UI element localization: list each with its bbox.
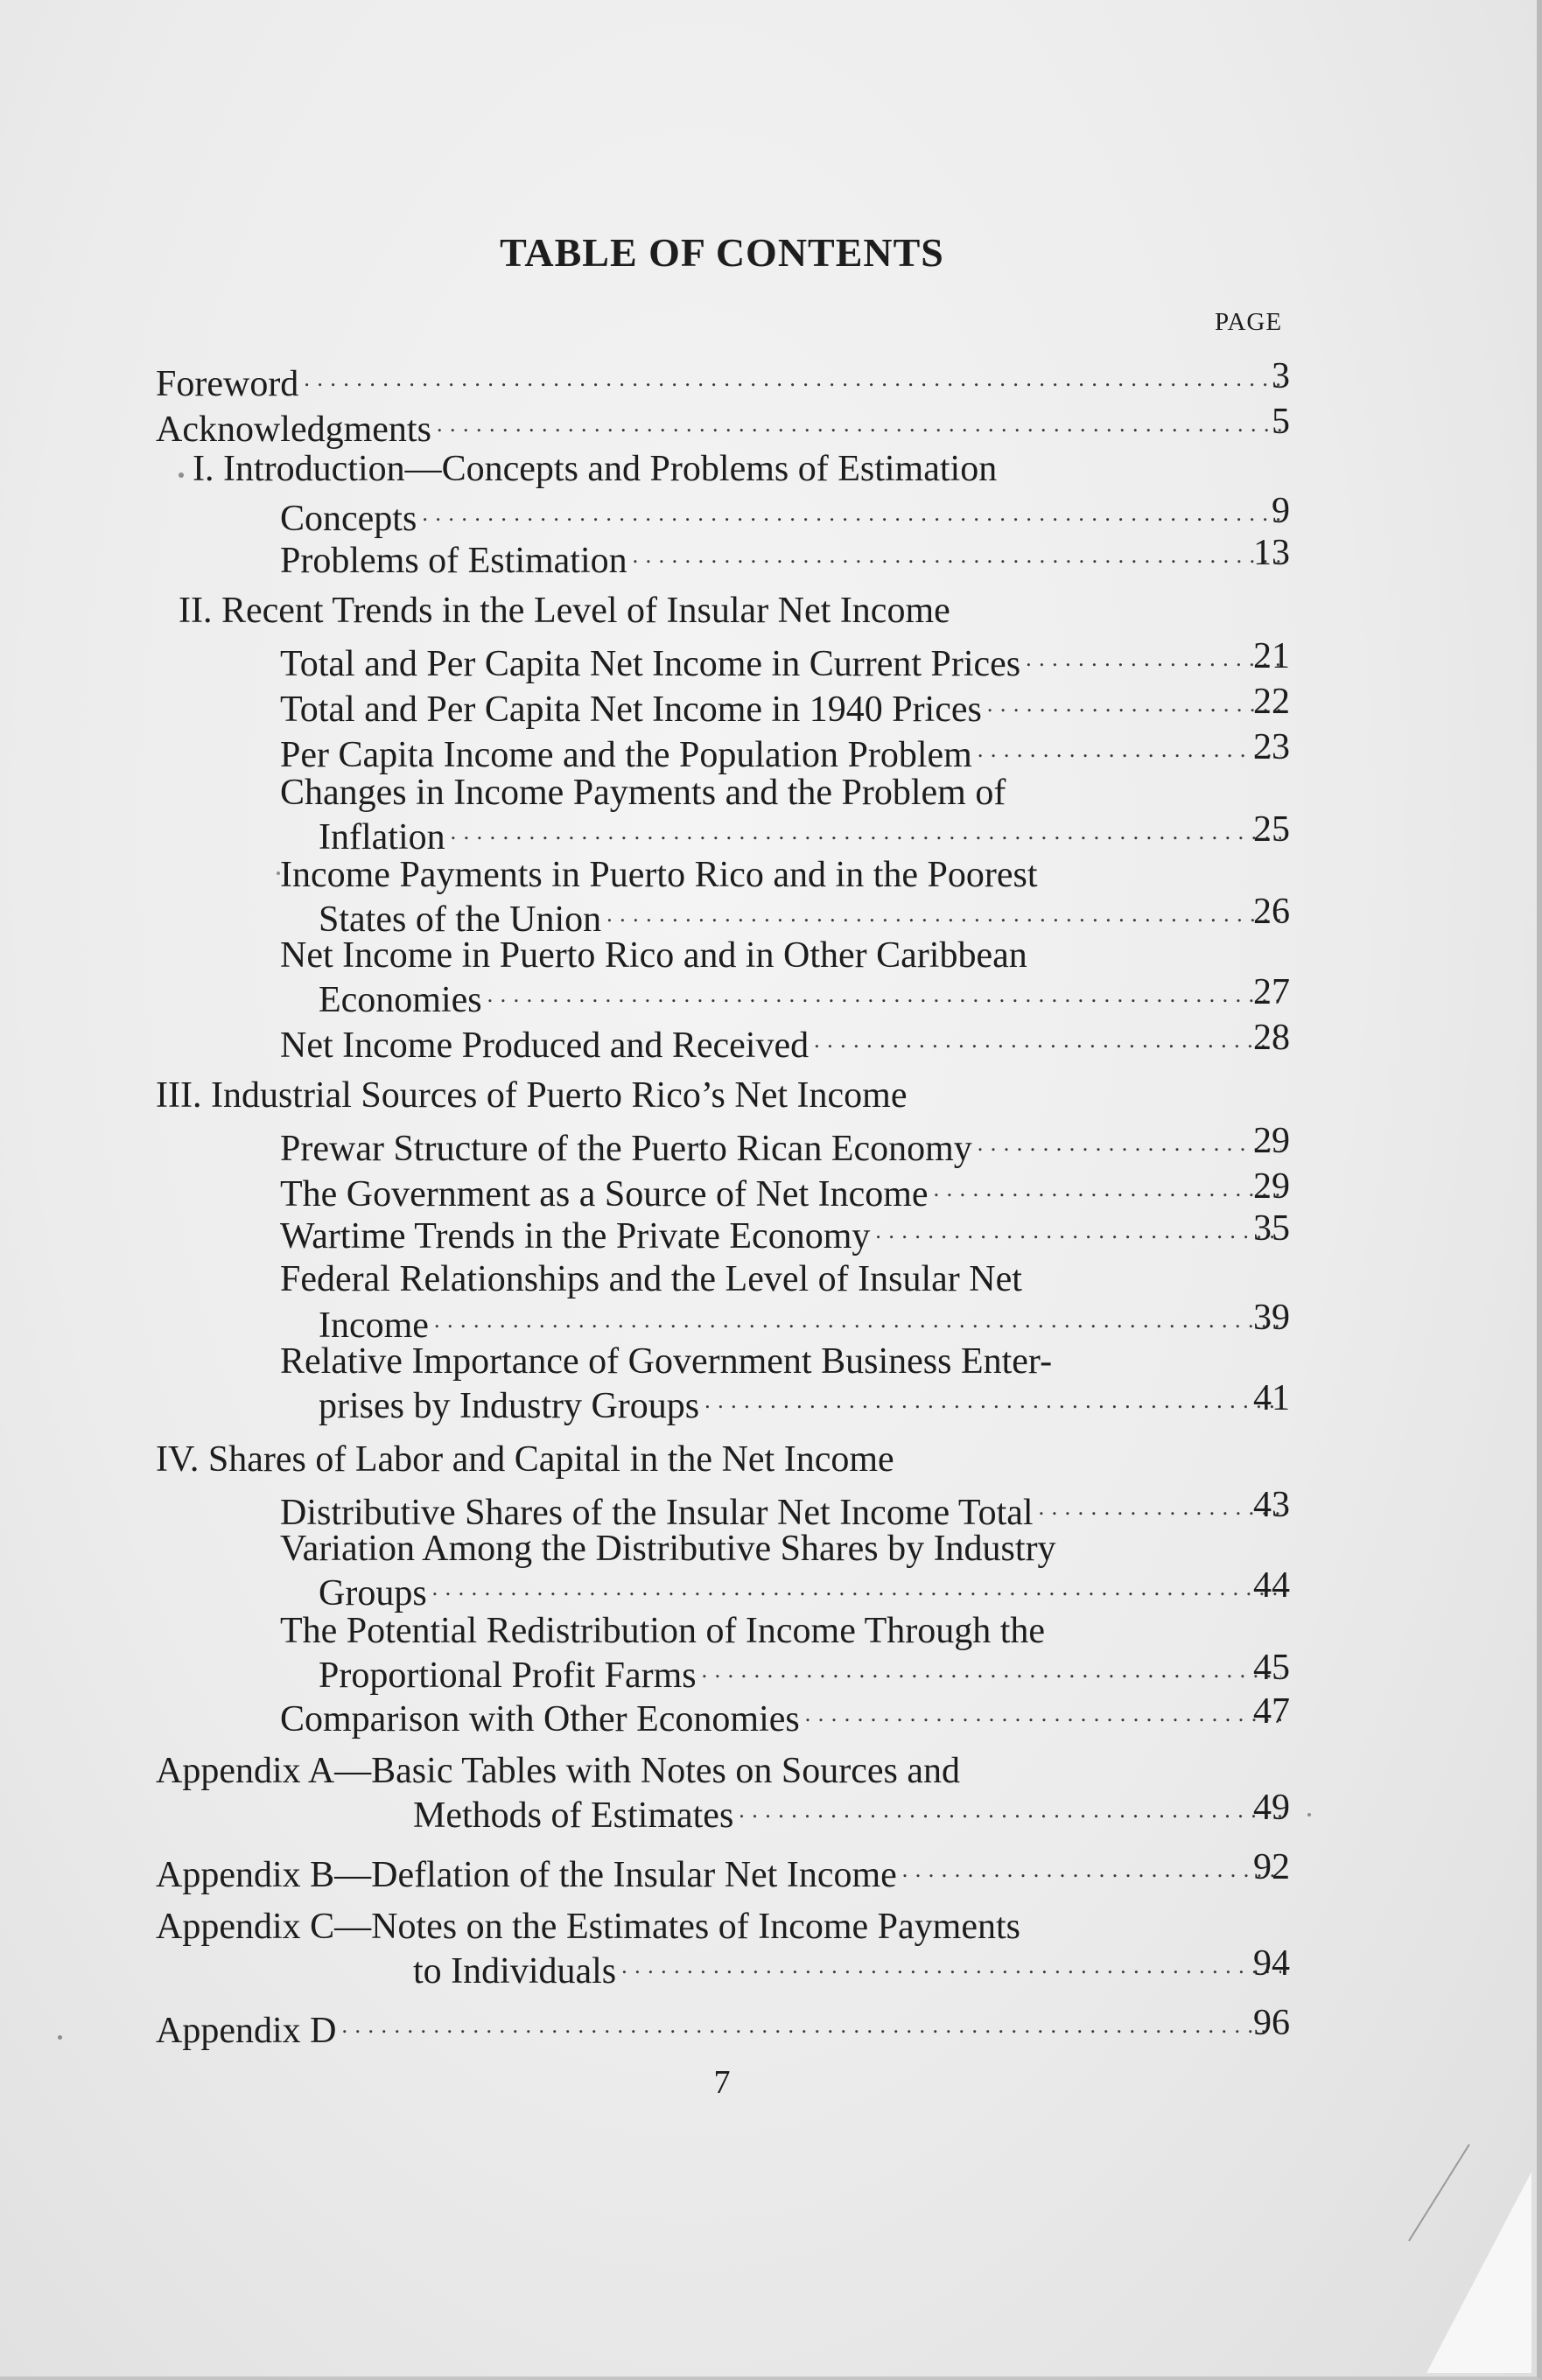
ink-speck xyxy=(179,472,184,478)
chapter-heading-2[interactable]: II. Recent Trends in the Level of Insular Net Income xyxy=(179,591,950,631)
entry-page-number: 96 xyxy=(1253,2003,1290,2043)
dot-leader xyxy=(805,1692,1281,1731)
entry-page-number: 43 xyxy=(1253,1485,1290,1525)
entry-page-number: 26 xyxy=(1253,892,1290,932)
entry-label: Wartime Trends in the Private Economy xyxy=(280,1216,871,1256)
toc-entry-poorest-states-line1[interactable]: Income Payments in Puerto Rico and in the Poorest xyxy=(280,855,1038,895)
toc-entry-redistribution-line1[interactable]: The Potential Redistribution of Income Through the xyxy=(280,1611,1046,1651)
toc-entry-acknowledgments[interactable] xyxy=(156,402,1290,450)
entry-page-number: 35 xyxy=(1253,1208,1290,1249)
dot-leader xyxy=(739,1788,1281,1827)
entry-page-number: 25 xyxy=(1253,809,1290,850)
page-title: TABLE OF CONTENTS xyxy=(500,230,944,275)
dot-leader xyxy=(633,534,1281,572)
toc-entry-enterprises[interactable] xyxy=(319,1378,1290,1426)
entry-label: prises by Industry Groups xyxy=(319,1386,700,1426)
entry-page-number: 29 xyxy=(1253,1121,1290,1161)
dot-leader xyxy=(1039,1486,1281,1524)
entry-label: States of the Union xyxy=(319,900,602,940)
toc-entry-1940-prices[interactable] xyxy=(280,682,1290,730)
dot-leader xyxy=(704,1379,1281,1418)
page-column-label: PAGE xyxy=(1215,308,1283,336)
dot-leader xyxy=(341,2004,1281,2042)
entry-label: Acknowledgments xyxy=(156,410,431,450)
entry-page-number: 22 xyxy=(1253,682,1290,722)
toc-entry-prewar-structure[interactable] xyxy=(280,1121,1290,1169)
entry-page-number: 41 xyxy=(1253,1378,1290,1418)
dot-leader xyxy=(814,1018,1281,1057)
toc-entry-concepts[interactable] xyxy=(280,491,1290,539)
toc-entry-population-problem[interactable] xyxy=(280,727,1290,775)
entry-label: Concepts xyxy=(280,499,417,539)
folded-corner xyxy=(1426,2172,1531,2373)
dot-leader xyxy=(434,1298,1281,1337)
entry-label: Appendix D xyxy=(156,2011,337,2051)
entry-label: Distributive Shares of the Insular Net Income Total xyxy=(280,1493,1034,1533)
dot-leader xyxy=(1026,637,1281,676)
dot-leader xyxy=(621,1944,1281,1983)
chapter-heading-3[interactable]: III. Industrial Sources of Puerto Rico’s Net Income xyxy=(156,1075,908,1116)
toc-entry-inflation-line1[interactable]: Changes in Income Payments and the Problem of xyxy=(280,773,1006,813)
entry-page-number: 45 xyxy=(1253,1648,1290,1688)
entry-label: Groups xyxy=(319,1573,427,1614)
toc-entry-variation-line1[interactable]: Variation Among the Distributive Shares by Industry xyxy=(280,1529,1056,1569)
toc-entry-appendix-b[interactable] xyxy=(156,1847,1290,1895)
dot-leader xyxy=(978,1122,1281,1160)
dot-leader xyxy=(702,1648,1281,1687)
dot-leader xyxy=(304,357,1281,396)
toc-entry-produced-received[interactable] xyxy=(280,1018,1290,1066)
dot-leader xyxy=(606,892,1281,931)
entry-page-number: 9 xyxy=(1272,491,1290,531)
dot-leader xyxy=(432,1566,1281,1605)
entry-label: Problems of Estimation xyxy=(280,541,627,581)
toc-entry-distributive-shares[interactable] xyxy=(280,1485,1290,1533)
toc-entry-comparison[interactable] xyxy=(280,1691,1290,1740)
entry-label: Appendix B—Deflation of the Insular Net Income xyxy=(156,1855,897,1895)
entry-page-number: 3 xyxy=(1272,356,1290,396)
dot-leader xyxy=(487,973,1281,1012)
toc-entry-appendix-c[interactable] xyxy=(413,1943,1290,1992)
entry-page-number: 44 xyxy=(1253,1565,1290,1606)
entry-page-number: 27 xyxy=(1253,972,1290,1012)
dot-leader xyxy=(902,1848,1281,1886)
toc-entry-appendix-a[interactable] xyxy=(413,1788,1290,1836)
toc-entry-caribbean-line1[interactable]: Net Income in Puerto Rico and in Other Caribbean xyxy=(280,935,1027,976)
entry-page-number: 49 xyxy=(1253,1788,1290,1828)
entry-label: Per Capita Income and the Population Problem xyxy=(280,735,972,775)
entry-label: Net Income Produced and Received xyxy=(280,1026,810,1066)
dot-leader xyxy=(987,682,1281,721)
dot-leader xyxy=(934,1167,1281,1206)
page-number: 7 xyxy=(713,2064,731,2101)
entry-label: Inflation xyxy=(319,817,445,858)
toc-entry-appendix-a-line1[interactable]: Appendix A—Basic Tables with Notes on Sources and xyxy=(156,1751,960,1791)
entry-label: Foreword xyxy=(156,364,299,404)
entry-page-number: 21 xyxy=(1253,636,1290,676)
entry-page-number: 28 xyxy=(1253,1018,1290,1058)
toc-entry-caribbean[interactable] xyxy=(319,972,1290,1020)
dot-leader xyxy=(437,402,1281,441)
entry-page-number: 5 xyxy=(1272,402,1290,442)
dot-leader xyxy=(978,728,1281,766)
toc-entry-enterprises-line1[interactable]: Relative Importance of Government Business Enter- xyxy=(280,1341,1053,1382)
ink-speck xyxy=(58,2035,62,2040)
ink-speck xyxy=(1307,1813,1311,1816)
toc-entry-inflation[interactable] xyxy=(319,809,1290,858)
entry-label: Total and Per Capita Net Income in 1940 Prices xyxy=(280,690,982,730)
toc-entry-federal[interactable] xyxy=(319,1298,1290,1346)
toc-entry-foreword[interactable] xyxy=(156,356,1290,404)
entry-label: Prewar Structure of the Puerto Rican Economy xyxy=(280,1129,972,1169)
toc-entry-variation[interactable] xyxy=(319,1565,1290,1614)
entry-page-number: 94 xyxy=(1253,1943,1290,1984)
entry-page-number: 39 xyxy=(1253,1298,1290,1338)
dot-leader xyxy=(422,492,1281,530)
entry-page-number: 29 xyxy=(1253,1166,1290,1207)
entry-label: Total and Per Capita Net Income in Current Prices xyxy=(280,644,1021,684)
toc-entry-current-prices[interactable] xyxy=(280,636,1290,684)
toc-entry-government-source[interactable] xyxy=(280,1166,1290,1214)
toc-entry-problems-of-estimation[interactable] xyxy=(280,533,1290,581)
toc-entry-appendix-c-line1[interactable]: Appendix C—Notes on the Estimates of Income Payments xyxy=(156,1907,1021,1947)
entry-label: The Government as a Source of Net Income xyxy=(280,1174,929,1214)
toc-entry-federal-line1[interactable]: Federal Relationships and the Level of Insular Net xyxy=(280,1259,1022,1299)
toc-entry-wartime-trends[interactable] xyxy=(280,1208,1290,1256)
toc-entry-appendix-d[interactable] xyxy=(156,2003,1290,2051)
entry-label: Comparison with Other Economies xyxy=(280,1699,800,1740)
entry-page-number: 92 xyxy=(1253,1847,1290,1887)
entry-page-number: 23 xyxy=(1253,727,1290,767)
entry-label: to Individuals xyxy=(413,1951,617,1992)
entry-page-number: 13 xyxy=(1253,533,1290,573)
chapter-heading-4[interactable]: IV. Shares of Labor and Capital in the Net Income xyxy=(156,1439,894,1480)
entry-label: Income xyxy=(319,1306,429,1346)
dot-leader xyxy=(875,1209,1281,1248)
entry-label: Methods of Estimates xyxy=(413,1796,734,1836)
toc-entry-poorest-states[interactable] xyxy=(319,892,1290,940)
chapter-heading-1[interactable]: I. Introduction—Concepts and Problems of Estimation xyxy=(193,449,998,489)
toc-entry-redistribution[interactable] xyxy=(319,1648,1290,1696)
entry-label: Proportional Profit Farms xyxy=(319,1656,697,1696)
entry-label: Economies xyxy=(319,980,482,1020)
dot-leader xyxy=(451,810,1281,849)
ink-speck xyxy=(277,872,280,875)
entry-page-number: 47 xyxy=(1253,1691,1290,1732)
